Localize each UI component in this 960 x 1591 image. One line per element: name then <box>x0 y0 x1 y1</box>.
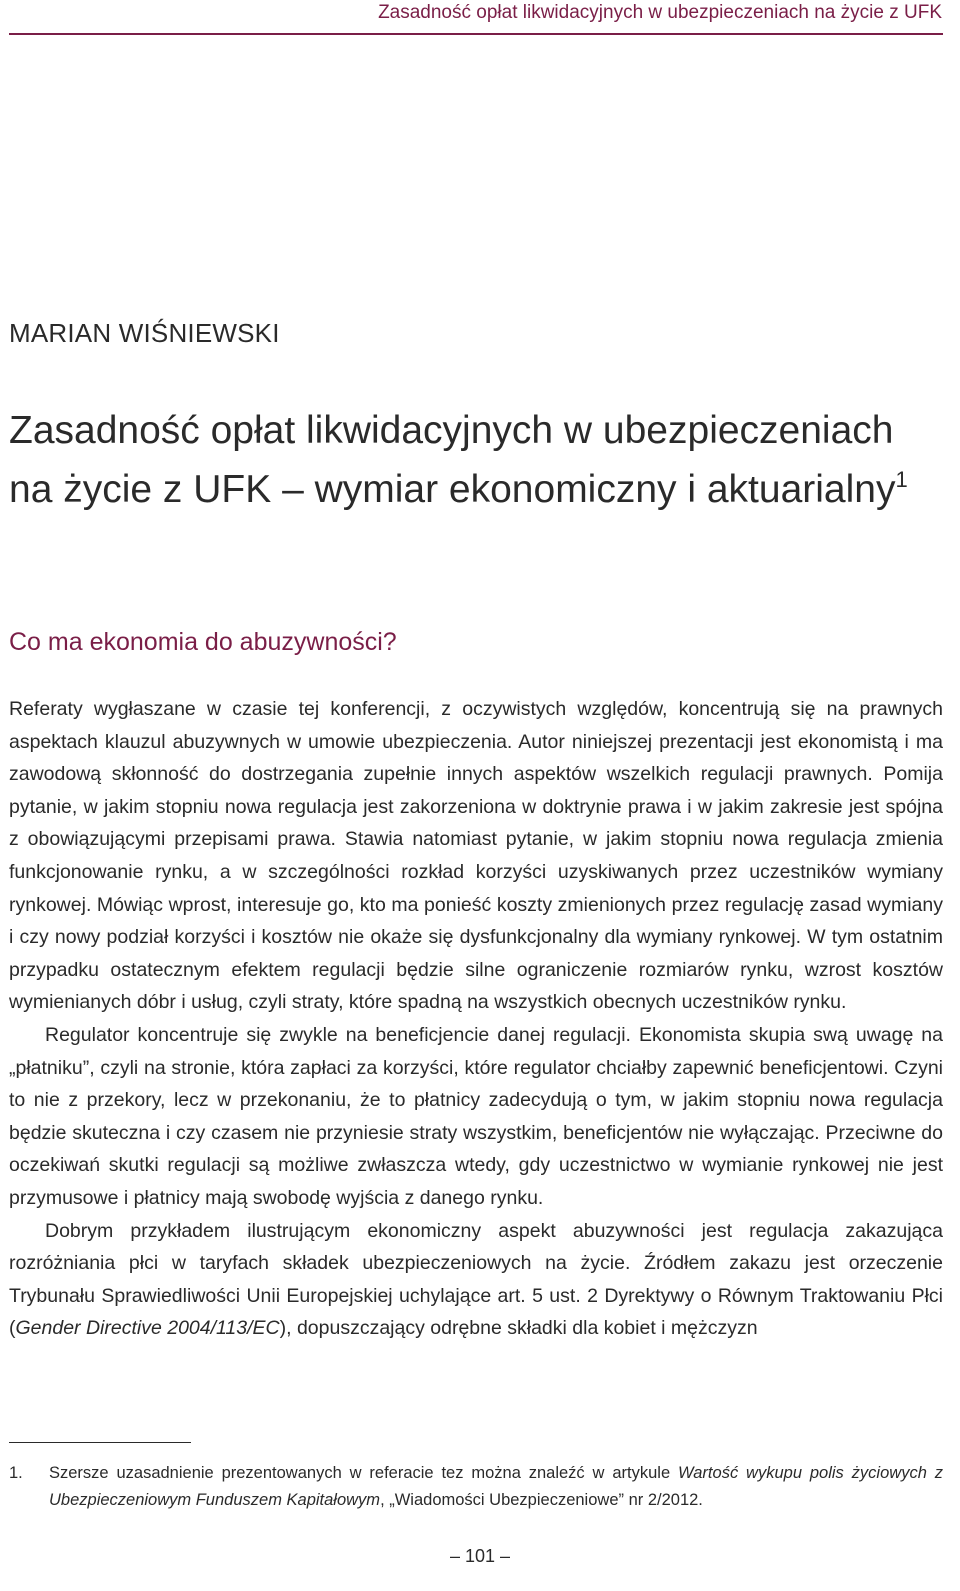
running-head: Zasadność opłat likwidacyjnych w ubezpieczeniach na życie z UFK <box>378 2 942 23</box>
header-rule <box>9 33 943 35</box>
footnote-text: Szersze uzasadnienie prezentowanych w referacie tez można znaleźć w artykule Wartość wykupu polis życiowych z Ubezpieczeniowym Funduszem Kapitałowym, „Wiadomości Ubezpieczeniowe” nr 2/2012. <box>49 1464 943 1509</box>
author-name: MARIAN WIŚNIEWSKI <box>9 318 280 348</box>
title-footnote-mark[interactable]: 1 <box>895 467 908 492</box>
directive-name: Gender Directive 2004/113/EC <box>15 1317 280 1340</box>
paragraph-1: Referaty wygłaszane w czasie tej konferencji, z oczywistych względów, koncentrują się na prawnych aspektach klauzul abuzywnych w umowie ubezpieczenia. Autor niniejszej prezentacji jest ekonomistą i ma zawodową skłonność do dostrzegania zupełnie innych aspektów wszelkich regulacji prawnych. Pomija pytanie, w jakim stopniu nowa regulacja jest zakorzeniona w doktrynie prawa i w jakim zakresie jest spójna z obowiązującymi przepisami prawa. Stawia natomiast pytanie, w jakim stopniu nowa regulacja zmienia funkcjonowanie rynku, a w szczególności rozkład korzyści uzyskiwanych przez uczestników wymiany rynkowej. Mówiąc wprost, interesuje go, kto ma ponieść koszty zmienionych przez regulację zasad wymiany i czy nowy podział korzyści i kosztów nie okaże się dysfunkcjonalny dla wymiany rynkowej. W tym ostatnim przypadku ostatecznym efektem regulacji będzie silne ograniczenie rozmiarów rynku, wzrost kosztów wymienianych dóbr i usług, czyli straty, które spadną na wszystkich obecnych uczestników rynku. <box>9 698 943 1014</box>
title-line-1: Zasadność opłat likwidacyjnych w ubezpieczeniach <box>9 409 894 452</box>
footnote-rule <box>9 1442 191 1443</box>
article-title <box>9 401 949 519</box>
section-heading: Co ma ekonomia do abuzywności? <box>9 628 397 656</box>
page-number: – 101 – <box>449 1546 511 1566</box>
body-text <box>9 693 943 1345</box>
title-line-2: na życie z UFK – wymiar ekonomiczny i aktuarialny <box>9 468 896 511</box>
footnote-1 <box>9 1460 943 1514</box>
footnote-article-title: Wartość wykupu polis życiowych z Ubezpieczeniowym Funduszem Kapitałowym <box>49 1464 943 1509</box>
footnote-number: 1. <box>9 1464 23 1482</box>
paragraph-2: Regulator koncentruje się zwykle na beneficjencie danej regulacji. Ekonomista skupia swą uwagę na „płatniku”, czyli na stronie, która zapłaci za korzyści, które regulator chciałby zapewnić beneficjentowi. Czyni to nie z przekory, lecz w przekonaniu, że to płatnicy zadecydują o tym, w jakim stopniu nowa regulacja będzie skuteczna i czy czasem nie przyniesie straty wszystkim, beneficjentów nie wyłączając. Przeciwne do oczekiwań skutki regulacji są możliwe zwłaszcza wtedy, gdy uczestnictwo w wymianie rynkowej nie jest przymusowe i płatnicy mają swobodę wyjścia z danego rynku. <box>9 1023 943 1209</box>
paragraph-3: Dobrym przykładem ilustrującym ekonomiczny aspekt abuzywności jest regulacja zakazująca rozróżniania płci w taryfach składek ubezpieczeniowych na życie. Źródłem zakazu jest orzeczenie Trybunału Sprawiedliwości Unii Europejskiej uchylające art. 5 ust. 2 Dyrektywy o Równym Traktowaniu Płci (Gender Directive 2004/113/EC), dopuszczający odrębne składki dla kobiet i mężczyzn <box>9 1219 943 1340</box>
